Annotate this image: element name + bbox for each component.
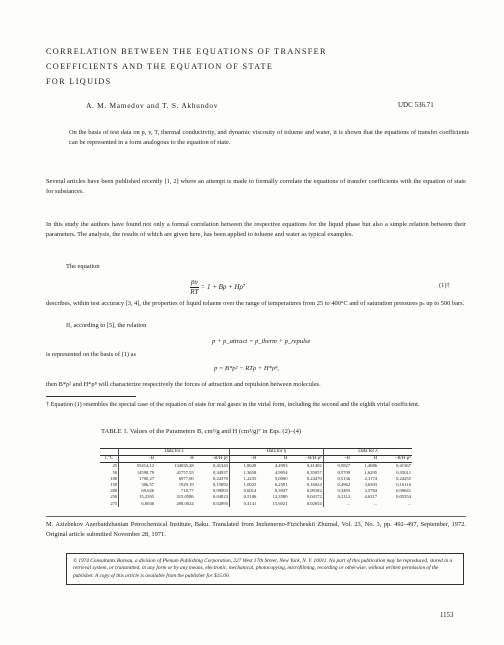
table-cell: 41757,55 [176, 469, 194, 475]
table-row [100, 463, 412, 470]
table-cell: 134035,28 [174, 463, 194, 469]
paragraph-equation-lead: The equation [66, 263, 100, 270]
table-cell: 14598,79 [119, 470, 155, 476]
abstract: On the basis of test data on p, v, T, thermal conductivity, and dynamic viscosity of toluene and water, it is shown that the equations of transfer coefficients can be represented in a form analogous to the equation of state. [69, 129, 469, 146]
table-body [100, 463, 412, 507]
table-cell: 0,16116 [396, 482, 411, 488]
table-cell: 315,0586 [176, 494, 194, 500]
equation-1-label: (1)† [439, 282, 450, 289]
equation-1-fraction [190, 278, 199, 297]
title-line-3: FOR LIQUIDS [46, 77, 112, 86]
col-header-z-B: −B [119, 456, 155, 463]
article-title [46, 44, 466, 89]
table-cell: 15,2395 [119, 494, 155, 500]
table-cell: 0,5709 [323, 470, 351, 476]
table-cell: 0,24255 [396, 475, 411, 481]
title-line-2: COEFFICIENTS AND THE EQUATION OF STATE [46, 62, 274, 71]
table-cell: 0,34937 [213, 469, 228, 475]
table-cell: 5,0000 [274, 475, 288, 481]
paragraph-relation-lead: If, according to [5], the relation [66, 322, 147, 329]
table-cell: 12,3580 [272, 494, 288, 500]
equation-2: p + p_attract = p_therm + p_repulse [212, 338, 311, 345]
group-header-z: Data for z [119, 449, 230, 456]
table-cell: 6,2581 [274, 482, 288, 488]
table-cell: 25 [112, 463, 118, 469]
table-row [100, 470, 412, 476]
table-cell: 0,5136 [323, 476, 351, 482]
paragraph-intro: Several articles have been published recently [1, 2] where an attempt is made to formally correlate the equations of transfer coefficients with the equation of state for substances. [46, 178, 466, 195]
table-cell: 0,5827 [323, 463, 351, 470]
table-cell: 0,09003 [213, 488, 228, 494]
table-cell: 1,0025 [229, 482, 257, 488]
table-cell: 200 [110, 488, 118, 494]
col-header-z-H: H [155, 456, 195, 463]
table-cell: 100 [110, 475, 118, 481]
page-number: 1153 [440, 612, 454, 619]
data-table [100, 448, 412, 507]
paragraph-study: In this study the authors have found not only a formal correlation between the respective equations for the liquid phase but also a simple relation between their parameters. The analysis, the results of which are given here, has been applied to toluene and water as typical examples. [46, 221, 466, 238]
table-cell: ... [373, 500, 378, 506]
table-cell: 0,2112 [323, 494, 351, 500]
group-header-eta: Data for η [229, 449, 323, 456]
table-cell: 0,05554 [396, 494, 411, 500]
paragraph-represented: is represented on the basis of (1) as [46, 351, 136, 358]
table-cell: 150 [110, 482, 118, 488]
institution-rule [46, 516, 466, 517]
table-cell: 0,09182 [306, 488, 322, 494]
table-cell: 15,6021 [272, 500, 288, 506]
table-cell: ... [323, 501, 351, 507]
col-header-eta-ratio: −B/H·ρ⁶ [289, 456, 324, 463]
col-header-eta-H: H [257, 456, 288, 463]
paragraph-describes: describes, within test accuracy [3, 4], the properties of liquid toluene over the range of temperatures from 25 to 400°C and of saturation pressures pₛ up to 500 bars. [46, 300, 465, 307]
table-cell: 0,41343 [213, 463, 228, 469]
table-cell: 3,5784 [364, 488, 378, 494]
table-cell: 0,09641 [396, 488, 411, 494]
title-line-1: CORRELATION BETWEEN THE EQUATIONS OF TRANSFER [46, 47, 327, 56]
table-cell: 0,4141 [229, 501, 257, 507]
table-cell: 4,9954 [274, 469, 288, 475]
table-cell: 0,41402 [306, 463, 322, 469]
col-header-eta-B: −B [229, 456, 257, 463]
table-cell: 0,3495 [323, 488, 351, 494]
col-header-lambda-B: −B [323, 456, 351, 463]
table-cell: 250 [110, 494, 118, 500]
table-cell: 69,626 [119, 488, 155, 494]
table-caption: TABLE 1. Values of the Parameters B, cm³/g and H (cm³/g)⁷ in Eqs. (2)–(4) [101, 428, 302, 435]
table-cell: 0,04823 [213, 494, 228, 500]
table-cell: 0,02654 [306, 500, 322, 506]
equation-1-rhs: = 1 + Bρ + Hρ⁷ [200, 283, 246, 292]
table-cell: 6,0046 [119, 501, 155, 507]
authors: A. M. Mamedov and T. S. Akhundov [86, 101, 219, 110]
table-cell: 1,8628 [229, 463, 257, 470]
table-cell: 0,16024 [306, 482, 322, 488]
table-row [100, 494, 412, 500]
table-cell: 208,0024 [176, 500, 194, 506]
table-cell: 0,4962 [323, 482, 351, 488]
col-header-t: t,°C [100, 456, 119, 463]
copyright-box: © 1974 Consultants Bureau, a division of Plenum Publishing Corporation, 227 West 17th Street, New York, N. Y. 10011. No part of this publication may be reproduced, stored in a retrieval system, or transmitted, in any form or by any means, electronic, mechanical, photocopying, microfilming, recording or otherwise, without written permission of the publisher. A copy of this article is available from the publisher for $15.00. [66, 553, 464, 585]
table-corner [100, 449, 119, 456]
table-cell: 55414,12 [119, 463, 155, 470]
table-cell: 1929,19 [178, 482, 194, 488]
paragraph-forces: then B*ρ² and H*ρ⁸ will characterize respectively the forces of attraction and repulsion between molecules. [46, 381, 321, 388]
equation-1-numerator: pυ [191, 278, 198, 286]
table-cell: 0,41367 [396, 463, 411, 469]
table-cell: 6977,00 [178, 475, 194, 481]
table-cell: 0,35057 [306, 469, 322, 475]
table-cell: 0,02893 [213, 500, 228, 506]
table-cell: 0,24370 [213, 475, 228, 481]
table-cell: 3,6303 [364, 482, 378, 488]
table-cell: 0,15892 [213, 482, 228, 488]
equation-1-denominator: RT [190, 288, 199, 296]
footnote: † Equation (1) resembles the special case of the equation of state for real gases in the virial form, including the second and the eighth virial coefficient. [46, 401, 420, 408]
udc-code: UDC 536.71 [398, 101, 434, 109]
table-cell: ... [407, 500, 411, 506]
table-cell: 1,6295 [364, 469, 378, 475]
table-cell: 0,35011 [396, 469, 411, 475]
table-cell: 50 [112, 469, 118, 475]
table-cell: 1700,27 [119, 476, 155, 482]
col-header-lambda-H: H [351, 456, 378, 463]
table-group-header-row [100, 449, 412, 456]
table-row [100, 501, 412, 507]
table-cell: 8,3947 [274, 488, 288, 494]
table-cell: 0,6014 [229, 488, 257, 494]
table-cell: 4,4993 [274, 463, 288, 469]
equation-1 [190, 278, 245, 297]
table-cell: 4,6317 [364, 494, 378, 500]
table-cell: 718,77 [181, 488, 194, 494]
institution-note: M. Azizbekov Azerbaidzhanian Petrochemical Institute, Baku. Translated from Inzhenerno-Fizicheskii Zhurnal, Vol. 23, No. 3, pp. 492–497, September, 1972. Original article submitted November 28, 1971. [46, 521, 466, 538]
table-cell: 0,5186 [229, 494, 257, 500]
table-cell: 1,2235 [229, 476, 257, 482]
table-column-header-row [100, 456, 412, 463]
table-cell: 1,3658 [229, 470, 257, 476]
table-cell: 0,04172 [306, 494, 322, 500]
table-cell: 0,24470 [306, 475, 322, 481]
table-cell: 2,1174 [364, 475, 378, 481]
equation-3: p = B*ρ² − RTρ + H*ρ⁸, [214, 365, 280, 372]
footnote-rule [46, 396, 136, 397]
group-header-lambda: Data for λ [323, 449, 412, 456]
table-cell: 306,57 [119, 482, 155, 488]
col-header-lambda-ratio: −B/H·ρ⁶ [378, 456, 412, 463]
col-header-z-ratio: −B/H·ρ⁶ [195, 456, 230, 463]
table-cell: 1,4086 [364, 463, 378, 469]
table-cell: 275 [110, 500, 118, 506]
